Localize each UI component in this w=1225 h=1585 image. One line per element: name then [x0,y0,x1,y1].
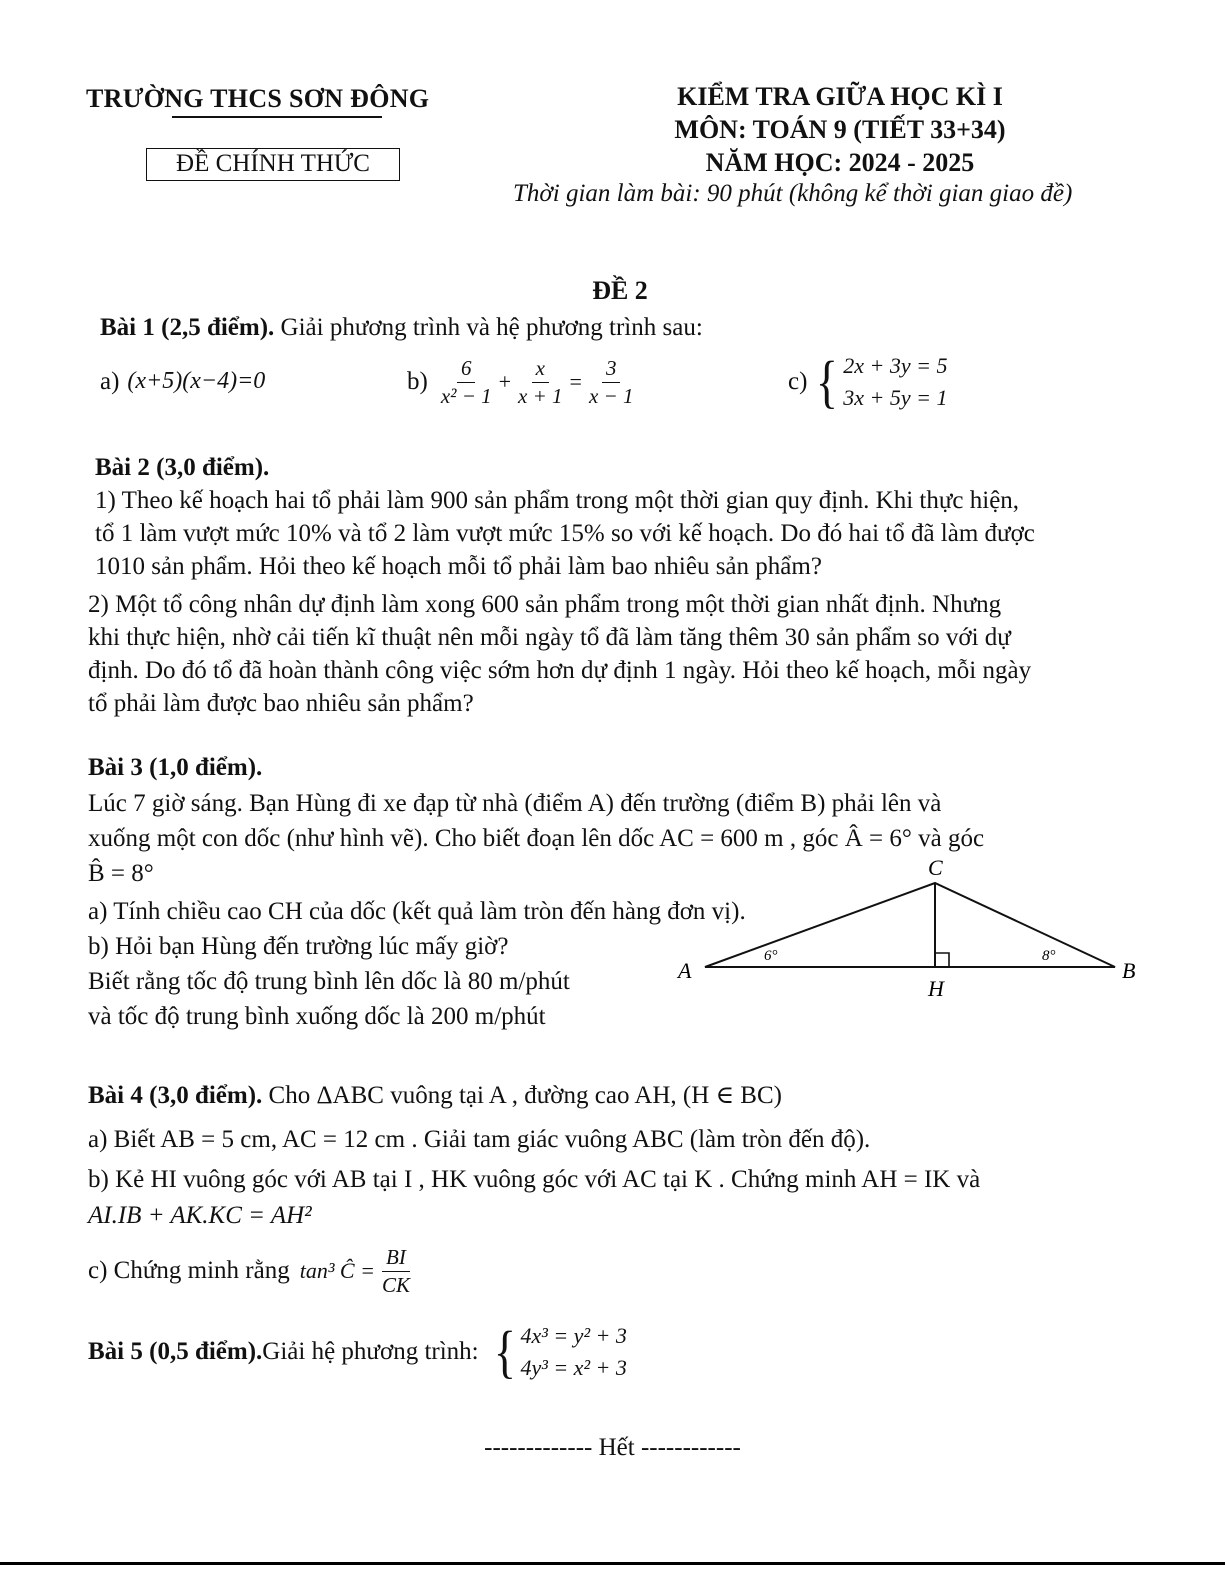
equals-sign: = [569,368,582,394]
text-line: xuống một con dốc (như hình vẽ). Cho biết đoạn lên dốc AC = 600 m , góc Â = 6° và góc [88,825,985,852]
text-line: B̂ = 8° [88,860,154,887]
exam-time: Thời gian làm bài: 90 phút (không kể thời gian giao đề) [513,180,1073,207]
fraction-numerator: x [532,356,549,382]
bai1-part-a [100,362,265,402]
bai4-qc-lhs: tan³ Ĉ = [299,1257,375,1283]
bai4-question-c [88,1240,417,1302]
bai1-a-label: a) [100,367,120,395]
system-equation-1: 2x + 3y = 5 [843,353,948,379]
system-equation-2: 4y³ = x² + 3 [520,1355,627,1380]
text-line: AI.IB + AK.KC = AH² [88,1202,312,1229]
bai4-intro: Cho ΔABC vuông tại A , đường cao AH, (H ∈ BC) [262,1082,782,1109]
bai3-question-a: a) Tính chiều cao CH của dốc (kết quả làm tròn đến hàng đơn vị). [88,898,746,925]
bai1-b-fraction-2 [514,356,567,407]
fraction-denominator: x − 1 [588,383,634,408]
exam-subject: MÔN: TOÁN 9 (TIẾT 33+34) [674,115,1006,144]
bai3-note-2: và tốc độ trung bình xuống dốc là 200 m/phút [88,1003,546,1030]
label-b: B [1122,958,1136,983]
bai5-system [491,1320,627,1384]
plus-sign: + [498,368,512,394]
bai5-row [88,1312,627,1392]
bai5-text: Giải hệ phương trình: [262,1337,479,1365]
bai4-title: Bài 4 (3,0 điểm). [88,1082,263,1109]
label-h: H [928,976,944,1001]
bai4-question-b [88,1162,1138,1234]
bai1-b-label: b) [407,367,428,395]
school-name-underline [172,116,382,118]
angle-a-label: 6° [764,948,778,964]
fraction-denominator: x + 1 [518,383,563,408]
bai1-text: Giải phương trình và hệ phương trình sau: [274,314,703,341]
fraction-numerator: BI [382,1245,410,1271]
bai1-heading [100,312,703,345]
system-equation-1: 4x³ = y² + 3 [520,1323,627,1349]
official-label: ĐỀ CHÍNH THỨC [176,150,370,178]
bai1-b-fraction-3 [585,356,638,407]
fraction-numerator: 6 [457,356,476,382]
bai1-b-fraction-1 [437,356,496,407]
bai3-questions [88,894,746,1034]
slope-figure [670,850,1150,1010]
bai1-a-expr: (x+5)(x−4)=0 [127,368,266,395]
bai1-c-label: c) [788,367,808,395]
exam-year: NĂM HỌC: 2024 - 2025 [705,148,975,177]
bai1-c-system [813,350,947,414]
bai3-note-1: Biết rằng tốc độ trung bình lên dốc là 80 m/phút [88,968,570,995]
bai4-qc-text: c) Chứng minh rằng [88,1256,290,1284]
text-line: khi thực hiện, nhờ cải tiến kĩ thuật nên mỗi ngày tổ đã làm tăng thêm 30 sản phẩm so với dự [88,624,1011,651]
bai4-qc-fraction [378,1245,414,1296]
exam-code: ĐỀ 2 [592,276,648,305]
text-line: tổ phải làm được bao nhiêu sản phẩm? [88,690,474,717]
bai3-question-b: b) Hỏi bạn Hùng đến trường lúc mấy giờ? [88,933,509,960]
label-a: A [678,958,692,983]
school-name: TRƯỜNG THCS SƠN ĐÔNG [86,84,430,113]
bai2-part2 [88,588,1143,720]
bai1-part-b [407,352,640,412]
official-label-box [146,148,400,181]
text-line: 2) Một tổ công nhân dự định làm xong 600 sản phẩm trong một thời gian nhất định. Nhưng [88,591,1002,618]
exam-title: KIỂM TRA GIỮA HỌC KÌ I [677,82,1003,111]
text-line: Lúc 7 giờ sáng. Bạn Hùng đi xe đạp từ nhà (điểm A) đến trường (điểm B) phải lên và [88,790,942,817]
text-line: 1) Theo kế hoạch hai tổ phải làm 900 sản phẩm trong một thời gian quy định. Khi thực hiện, [95,487,1020,514]
right-angle-mark [935,953,949,967]
bai5-title: Bài 5 (0,5 điểm). [88,1337,263,1365]
fraction-denominator: x² − 1 [440,383,492,408]
text-line: tổ 1 làm vượt mức 10% và tổ 2 làm vượt mức 15% so với kế hoạch. Do đó hai tổ đã làm được [95,520,1035,547]
label-c: C [928,855,943,880]
page-bottom-border [0,1562,1225,1565]
bai3-title: Bài 3 (1,0 điểm). [88,754,263,781]
bai4-question-a: a) Biết AB = 5 cm, AC = 12 cm . Giải tam giác vuông ABC (làm tròn đến độ). [88,1126,871,1153]
left-brace: { [493,1319,516,1384]
bai2-part1 [95,484,1145,583]
angle-b-label: 8° [1042,948,1056,964]
left-brace: { [816,349,839,414]
bai4-heading [88,1080,782,1113]
fraction-denominator: CK [381,1272,410,1297]
text-line: định. Do đó tổ đã hoàn thành công việc sớm hơn dự định 1 ngày. Hỏi theo kế hoạch, mỗi ngày [88,657,1032,684]
text-line: 1010 sản phẩm. Hỏi theo kế hoạch mỗi tổ phải làm bao nhiêu sản phẩm? [95,553,822,580]
bai1-part-c [788,344,948,420]
fraction-numerator: 3 [602,356,621,382]
bai2-title: Bài 2 (3,0 điểm). [95,454,270,481]
end-marker: ------------- Hết ------------ [484,1434,741,1461]
system-equation-2: 3x + 5y = 1 [843,385,948,410]
bai1-title: Bài 1 (2,5 điểm). [100,314,275,341]
text-line: b) Kẻ HI vuông góc với AB tại I , HK vuông góc với AC tại K . Chứng minh AH = IK và [88,1166,981,1193]
